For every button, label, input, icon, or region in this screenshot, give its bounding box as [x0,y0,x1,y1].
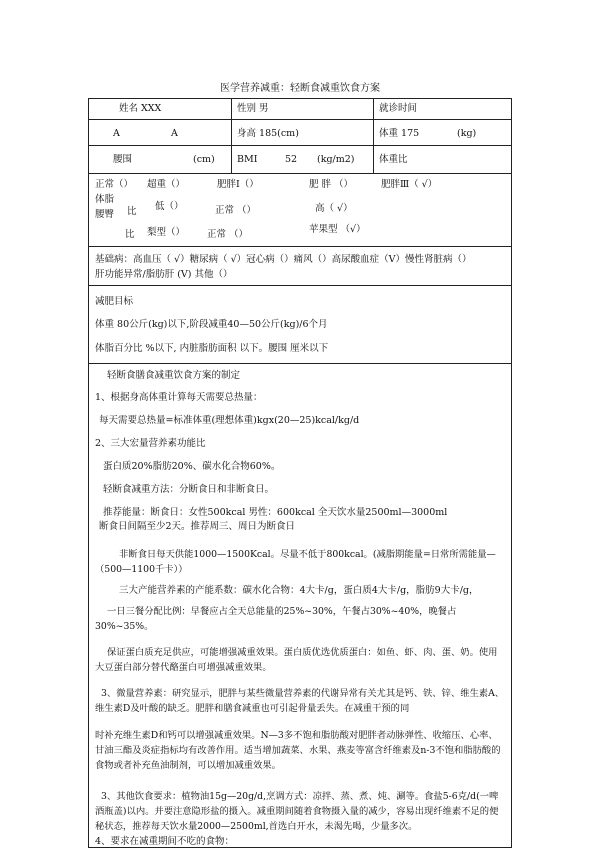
plan-step-2-interval: 断食日间隔至少2天。推荐周三、周日为断食日 [99,521,296,532]
height-label: 身高 185(cm) [237,128,299,139]
visit-time-label: 就诊时间 [379,103,418,114]
whr-apple: 苹果型 （√） [309,224,366,235]
plan-step-1-formula: 每天需要总热量=标准体重(理想体重)kgx(20—25)kcal/kg/d [99,415,360,426]
plan-step-2-method: 轻断食减重方法：分断食日和非断食日。 [103,484,275,495]
plan-step-1: 1、根据身高体重计算每天需要总热量： [95,392,263,403]
fat-normal: 正常 （） [215,205,257,216]
bmi-unit: (kg/m2) [317,154,355,165]
goal-heading: 减肥目标 [95,296,134,307]
plan-step-3-cont: 时补充维生素D和钙可以增强减重效果。N—3多不饱和脂肪酸对肥胖者动脉弹性、收缩压、心率、甘油三酯及炎症指标均有改善作用。适当增加蔬菜、水果、燕麦等富含纤维素及n-3不饱和脂肪酸的食物或者补充鱼油制剂，可以增加减重效果。 [95,730,501,771]
whr-pear: 梨型（） [147,227,186,238]
whr-label-ratio: 比 [127,206,137,217]
plan-step-2-coefficients: 三大产能营养素的产能系数：碳水化合物：4大卡/g，蛋白质4大卡/g，脂肪9大卡/g， [119,585,479,596]
plan-table [88,98,512,848]
bmi-label: BMI [237,154,258,165]
goal-weight: 体重 80公斤(kg)以下,阶段减重40—50公斤(kg)/6个月 [95,319,328,330]
body-fat-label: 体脂 [95,194,115,205]
row-divider [89,145,511,146]
plan-step-4: 3、其他饮食要求：植物油15g—20g/d,烹调方式：凉拌、蒸、煮、炖、涮等。食盐5-6克/d(一啤酒瓶盖)以内。并要注意隐形盐的摄入。减重期间随着食物摄入量的减少，容易出现纤维素不足的便秘状态，推荐每天饮水量2000—2500ml,首选白开水，未渴先喝，少量多次。 [95,791,499,832]
plan-step-2: 2、三大宏量营养素功能比 [95,438,206,449]
col-divider [373,99,374,173]
goal-body-fat: 体脂百分比 %以下, 内脏脂肪面积 以下。腰围 厘米以下 [95,343,329,354]
weight-unit: (kg) [457,128,477,139]
fat-low: 低（） [155,201,184,212]
name-label: 姓名 XXX [119,103,162,114]
value-a2: A [171,128,178,139]
class-obese-3: 肥胖Ⅲ（ √） [381,179,438,190]
whr-label-ratio-2: 比 [125,229,135,240]
plan-step-2-ratio: 蛋白质20%脂肪20%、碳水化合物60%。 [103,461,281,472]
waist-label: 腰围 [113,154,133,165]
class-obese-2: 肥 胖 （） [309,179,354,190]
row-divider [89,173,511,174]
plan-heading: 轻断食膳食减重饮食方案的制定 [107,370,241,381]
class-normal: 正常（） [95,179,134,190]
row-divider [89,285,511,286]
class-obese-1: 肥胖Ⅰ（） [217,179,259,190]
plan-step-5: 4、要求在减重期间不吃的食物： [95,836,235,847]
class-overweight: 超重（） [147,179,186,190]
plan-step-2-protein: 保证蛋白质充足供应，可能增强减重效果。蛋白质优选优质蛋白：如鱼、虾、肉、蛋、奶。使用大豆蛋白部分替代酪蛋白可增强减重效果。 [95,647,498,673]
plan-step-3: 3、微量营养素：研究显示，肥胖与某些微量营养素的代谢异常有关尤其是钙、铁、锌、维生素A、维生素D及叶酸的缺乏。肥胖和膳食减重也可引起骨量丢失。在减重干预的同 [95,688,505,714]
plan-step-2-meals: 一日三餐分配比例：早餐应占全天总能量的25%~30%，午餐占30%~40%，晚餐占30%~35%。 [95,606,457,632]
row-divider [89,363,511,364]
plan-step-2-nonfast: 非断食日每天供能1000—1500Kcal。尽量不低于800kcal。(减脂期能量=日常所需能量—（500—1100千卡）） [95,549,496,575]
waist-unit: (cm) [193,154,215,165]
row-divider [89,119,511,120]
whr-normal: 正常 （） [207,229,249,240]
whr-label: 腰臀 [95,209,115,220]
gender-label: 性别 男 [237,103,269,114]
col-divider [231,99,232,173]
row-divider [89,246,511,247]
bmi-value: 52 [285,154,298,165]
weight-ratio-label: 体重比 [379,154,408,165]
disease-line-1: 基础病：高血压（ √）糖尿病（ √）冠心病（）痛风（）高尿酸血症（V）慢性肾脏病（） [95,254,472,265]
value-a1: A [113,128,120,139]
plan-step-2-energy: 推荐能量：断食日：女性500kcal 男性：600kcal 全天饮水量2500ml—3000ml [103,507,448,518]
fat-high: 高（ √） [315,203,353,214]
disease-line-2: 肝功能异常/脂肪肝 (V) 其他（） [95,269,233,280]
weight-label: 体重 175 [379,128,420,139]
page-title: 医学营养减重：轻断食减重饮食方案 [220,83,380,94]
